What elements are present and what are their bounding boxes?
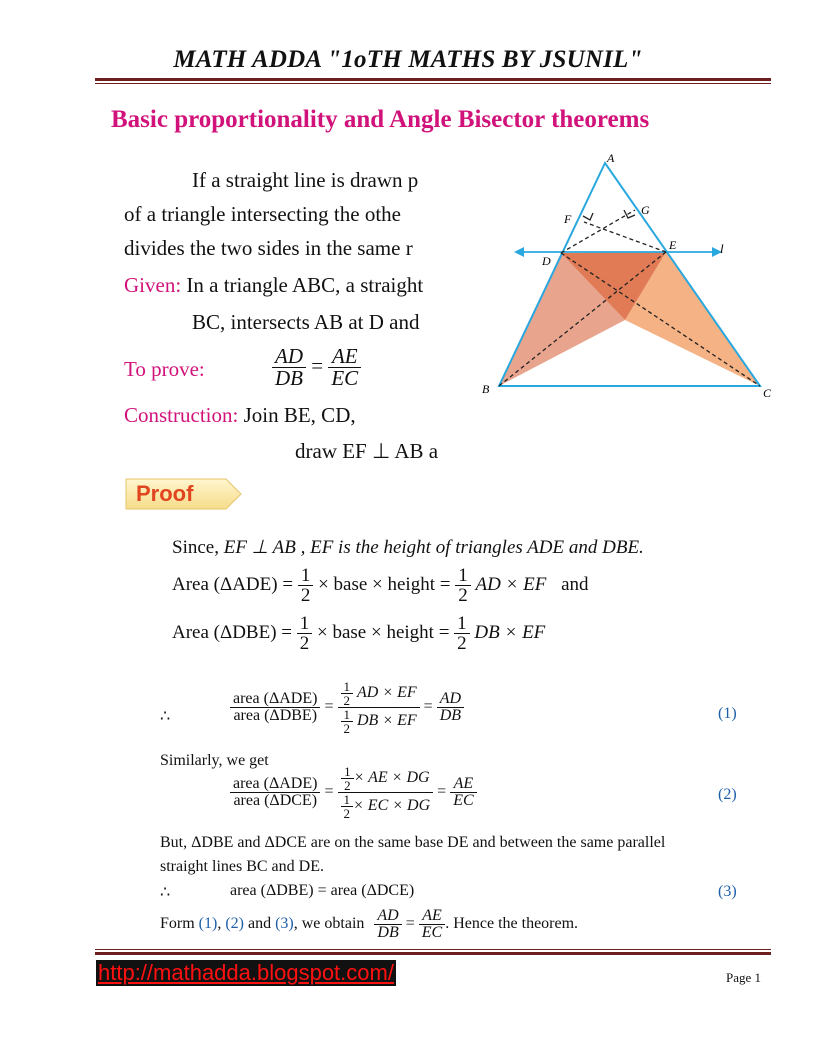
but-line-1: But, ΔDBE and ΔDCE are on the same base DE and between the same parallel xyxy=(160,834,666,851)
label-l: l xyxy=(720,241,724,256)
construction-text: Join BE, CD, xyxy=(243,403,356,427)
half-fraction: $\frac{1}{2}$ xyxy=(455,566,471,605)
page-header-title: MATH ADDA "1oTH MATHS BY JSUNIL" xyxy=(173,46,643,73)
ad-times-ef: AD × EF xyxy=(475,573,547,595)
proof-line-1 xyxy=(172,536,644,559)
and-word: and xyxy=(561,573,589,595)
and-word: and xyxy=(247,915,272,933)
section-title: Basic proportionality and Angle Bisector theorems xyxy=(111,106,650,133)
final-ratio-ad-db: $\frac{AD}{DB}$ xyxy=(374,908,401,941)
equation-tag-2: (2) xyxy=(718,786,737,803)
label-c: C xyxy=(763,386,772,398)
given-line xyxy=(124,273,423,298)
label-d: D xyxy=(542,254,551,268)
theorem-line-1: If a straight line is drawn p xyxy=(192,168,419,192)
times-base-height: × base × height = xyxy=(317,621,450,643)
equation-tag-3: (3) xyxy=(718,883,737,900)
given-label: Given: xyxy=(124,273,182,297)
construction-line xyxy=(124,403,356,428)
right-angle-g xyxy=(624,210,635,218)
label-g: G xyxy=(641,203,650,217)
arrow-left-icon xyxy=(514,247,524,257)
conclusion-line: Form (1), (2) and (3), we obtain $\frac{AD}{DB}$ = $\frac{AE}{EC}$ . Hence the theorem. xyxy=(160,907,579,941)
but-line-2: straight lines BC and DE. xyxy=(160,858,324,875)
proof-area-dbe xyxy=(172,614,545,653)
we-obtain: , we obtain xyxy=(293,915,365,933)
db-times-ef: DB × EF xyxy=(474,621,546,643)
result-ratio-2: $\frac{AE}{EC}$ xyxy=(450,776,476,809)
half-fraction: $\frac{1}{2}$ xyxy=(298,566,314,605)
equation-tag-1: (1) xyxy=(718,705,737,722)
ratio-ad-db: $\frac{AD}{DB}$ xyxy=(272,346,306,389)
construction-label: Construction: xyxy=(124,403,239,427)
comma: , xyxy=(217,915,222,933)
label-f: F xyxy=(564,212,572,226)
half-fraction: $\frac{1}{2}$ xyxy=(297,614,313,653)
proof-line-1-text: EF ⊥ AB , EF is the height of triangles ADE and DBE. xyxy=(223,537,644,558)
area-ade-label: Area (ΔADE) = xyxy=(172,573,294,595)
proof-tag-label: Proof xyxy=(136,481,194,506)
therefore-3: ∴ xyxy=(160,884,171,901)
given-line-2: BC, intersects AB at D and xyxy=(192,310,420,334)
result-ratio-1: $\frac{AD}{DB}$ xyxy=(437,691,464,724)
header-rule-thin xyxy=(95,83,771,84)
ratio-ae-ec: $\frac{AE}{EC}$ xyxy=(328,346,361,389)
label-b: B xyxy=(482,382,490,396)
ref-3: (3) xyxy=(275,915,294,933)
equation-1: $\frac{\text{area (ΔADE)}}{\text{area (ΔDBE)}}$ = $\frac{1}{2}$ AD × EF $\frac{1}{2}$ DB × EF = $\frac{AD}{DB}$ xyxy=(230,680,464,735)
page-number: Page 1 xyxy=(726,970,762,985)
footer-rule-thin xyxy=(95,949,771,950)
to-prove-equation: $\frac{AD}{DB}$ = $\frac{AE}{EC}$ xyxy=(272,346,361,389)
blog-link[interactable]: http://mathadda.blogspot.com/ xyxy=(98,960,394,985)
half-fraction: $\frac{1}{2}$ xyxy=(454,614,470,653)
area-ratio-1: $\frac{\text{area (ΔADE)}}{\text{area (ΔDBE)}}$ xyxy=(230,691,320,724)
proof-area-ade xyxy=(172,566,589,605)
segment-ef xyxy=(584,222,666,252)
footer-rule xyxy=(95,952,771,955)
label-e: E xyxy=(669,238,677,252)
therefore-1: ∴ xyxy=(160,708,171,725)
compound-fraction-2: $\frac{1}{2}$ × AE × DG $\frac{1}{2}$ × EC × DG xyxy=(338,765,434,820)
proof-since: Since, xyxy=(172,537,219,558)
header-rule xyxy=(95,78,771,81)
area-dbe-label: Area (ΔDBE) = xyxy=(172,621,293,643)
form-word: Form xyxy=(160,915,195,933)
theorem-block xyxy=(120,160,465,470)
right-angle-f xyxy=(583,213,593,220)
proof-tag xyxy=(124,476,244,512)
compound-fraction-1: $\frac{1}{2}$ AD × EF $\frac{1}{2}$ DB × EF xyxy=(338,680,420,735)
ref-2: (2) xyxy=(225,915,244,933)
theorem-line-2: of a triangle intersecting the othe xyxy=(124,202,401,226)
final-ratio-ae-ec: $\frac{AE}{EC}$ xyxy=(419,908,445,941)
given-text: In a triangle ABC, a straight xyxy=(186,273,424,297)
hence-text: . Hence the theorem. xyxy=(445,915,579,933)
times-base-height: × base × height = xyxy=(318,573,451,595)
equation-2: $\frac{\text{area (ΔADE)}}{\text{area (ΔDCE)}}$ = $\frac{1}{2}$ × AE × DG $\frac{1}{2}$ × EC × DG = $\frac{AE}{EC}$ xyxy=(230,765,477,820)
equation-3: area (ΔDBE) = area (ΔDCE) xyxy=(230,882,415,899)
area-ratio-2: $\frac{\text{area (ΔADE)}}{\text{area (ΔDCE)}}$ xyxy=(230,776,320,809)
label-a: A xyxy=(607,151,615,165)
ref-1: (1) xyxy=(198,915,218,933)
similarly-text: Similarly, we get xyxy=(160,752,269,769)
triangle-figure xyxy=(470,148,780,398)
theorem-line-3: divides the two sides in the same r xyxy=(124,236,413,260)
to-prove-label: To prove: xyxy=(124,357,205,381)
construction-line-2: draw EF ⊥ AB a xyxy=(295,439,439,463)
